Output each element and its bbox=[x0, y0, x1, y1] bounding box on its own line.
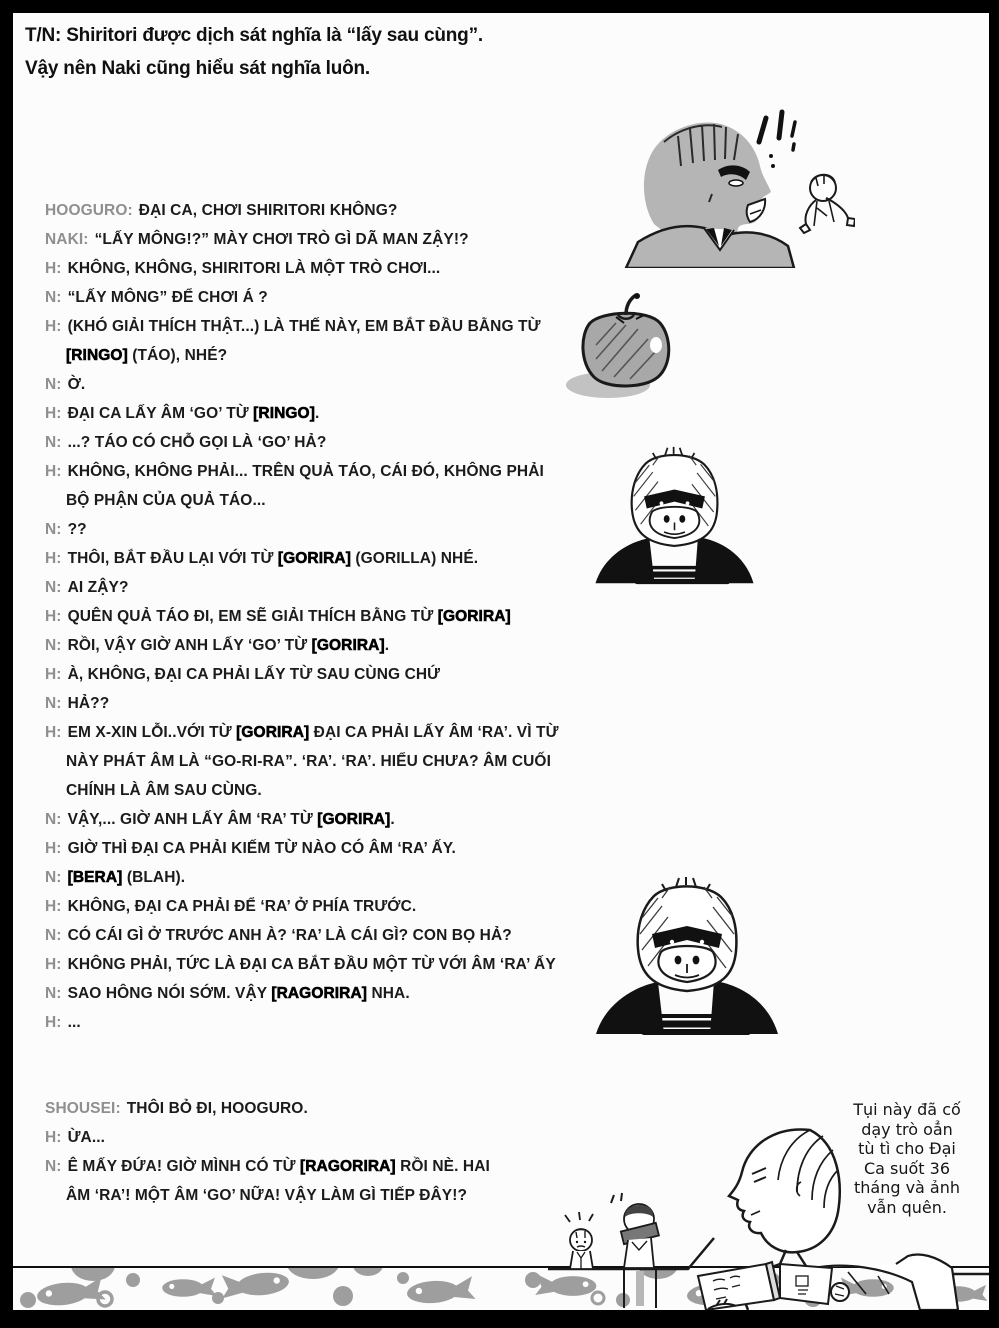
caption-line: tháng và ảnh bbox=[853, 1178, 961, 1197]
caption-line: dạy trò oẳn bbox=[861, 1119, 953, 1139]
dialogue-line: NAKI: “LẤY MÔNG!?” MÀY CHƠI TRÒ GÌ DÃ MAN ZẬY!? bbox=[45, 231, 469, 248]
dialogue-line: HOOGURO: ĐẠI CA, CHƠI SHIRITORI KHÔNG? bbox=[45, 202, 398, 219]
speaker-label: H: bbox=[45, 550, 62, 567]
speaker-label: H: bbox=[45, 463, 62, 480]
dialogue-line: N: ?? bbox=[45, 521, 87, 538]
speaker-label: N: bbox=[45, 985, 62, 1002]
dialogue-line: N: RỒI, VẬY GIỜ ANH LẤY ‘GO’ TỪ [GORIRA]. bbox=[45, 637, 390, 654]
dialogue-line: N: Ê MẤY ĐỨA! GIỜ MÌNH CÓ TỪ [RAGORIRA] RỒI NÈ. HAI bbox=[45, 1158, 490, 1175]
speaker-label: N: bbox=[45, 434, 62, 451]
gorilla-sketch-bottom bbox=[592, 876, 782, 1036]
translator-note-line2: Vậy nên Naki cũng hiểu sát nghĩa luôn. bbox=[25, 58, 371, 79]
dialogue-line: H: ... bbox=[45, 1014, 81, 1031]
margin-caption bbox=[827, 1100, 987, 1217]
dialogue-line: H: KHÔNG, KHÔNG PHẢI... TRÊN QUẢ TÁO, CÁI ĐÓ, KHÔNG PHẢI bbox=[45, 463, 544, 480]
dialogue-script-main bbox=[45, 196, 559, 1037]
translator-note-line1: T/N: Shiritori được dịch sát nghĩa là “lấy sau cùng”. bbox=[25, 25, 483, 46]
speaker-label: H: bbox=[45, 405, 62, 422]
speaker-label: H: bbox=[45, 666, 62, 683]
dialogue-line: BỘ PHẬN CỦA QUẢ TÁO... bbox=[66, 492, 266, 509]
speaker-label: H: bbox=[45, 318, 62, 335]
dialogue-line: H: THÔI, BẮT ĐẦU LẠI VỚI TỪ [GORIRA] (GORILLA) NHÉ. bbox=[45, 550, 479, 567]
chibi-pair-sketch bbox=[565, 1193, 659, 1269]
dialogue-line: N: “LẤY MÔNG” ĐỂ CHƠI Á ? bbox=[45, 289, 268, 306]
dialogue-line: CHÍNH LÀ ÂM SAU CÙNG. bbox=[66, 782, 262, 799]
dialogue-line: H: KHÔNG PHẢI, TỨC LÀ ĐẠI CA BẮT ĐẦU MỘT TỪ VỚI ÂM ‘RA’ ẤY bbox=[45, 956, 556, 973]
dialogue-line: [RINGO] (TÁO), NHÉ? bbox=[66, 347, 228, 364]
dialogue-line: N: HẢ?? bbox=[45, 695, 110, 712]
dialogue-line: H: GIỜ THÌ ĐẠI CA PHẢI KIẾM TỪ NÀO CÓ ÂM ‘RA’ ẤY. bbox=[45, 840, 456, 857]
dialogue-script-footer bbox=[45, 1094, 490, 1210]
caption-line: vẫn quên. bbox=[867, 1197, 947, 1217]
dialogue-line: N: [BERA] (BLAH). bbox=[45, 869, 186, 886]
speaker-label: H: bbox=[45, 1014, 62, 1031]
dialogue-line: H: (KHÓ GIẢI THÍCH THẬT...) LÀ THẾ NÀY, EM BẮT ĐẦU BẰNG TỪ bbox=[45, 318, 541, 335]
speaker-label: N: bbox=[45, 1158, 62, 1175]
dialogue-line: H: ỪA... bbox=[45, 1129, 106, 1146]
page-content bbox=[13, 13, 989, 1310]
translator-note bbox=[25, 19, 483, 85]
dialogue-line: NÀY PHÁT ÂM LÀ “GO-RI-RA”. ‘RA’. ‘RA’. HIỂU CHƯA? ÂM CUỐI bbox=[66, 753, 551, 770]
speaker-label: H: bbox=[45, 956, 62, 973]
dialogue-line: H: KHÔNG, ĐẠI CA PHẢI ĐỂ ‘RA’ Ở PHÍA TRƯỚC. bbox=[45, 898, 417, 915]
caption-line: tù tì cho Đại bbox=[858, 1139, 956, 1158]
speaker-label: H: bbox=[45, 260, 62, 277]
speaker-label: HOOGURO: bbox=[45, 202, 133, 219]
speaker-label: H: bbox=[45, 608, 62, 625]
dialogue-line: SHOUSEI: THÔI BỎ ĐI, HOOGURO. bbox=[45, 1100, 308, 1117]
speaker-label: NAKI: bbox=[45, 231, 89, 248]
speaker-label: N: bbox=[45, 811, 62, 828]
dialogue-line: H: QUÊN QUẢ TÁO ĐI, EM SẼ GIẢI THÍCH BẰNG TỪ [GORIRA] bbox=[45, 608, 511, 625]
naki-startled-sketch bbox=[620, 108, 855, 268]
hooguro-chibi-sketch bbox=[800, 175, 855, 234]
speaker-label: SHOUSEI: bbox=[45, 1100, 121, 1117]
speaker-label: N: bbox=[45, 869, 62, 886]
speaker-label: N: bbox=[45, 521, 62, 538]
speaker-label: H: bbox=[45, 724, 62, 741]
speaker-label: H: bbox=[45, 898, 62, 915]
gorilla-sketch-top bbox=[592, 443, 757, 588]
dialogue-line: N: VẬY,... GIỜ ANH LẤY ÂM ‘RA’ TỪ [GORIRA]. bbox=[45, 811, 395, 828]
dialogue-line: N: ...? TÁO CÓ CHỖ GỌI LÀ ‘GO’ HẢ? bbox=[45, 434, 327, 451]
dialogue-line: ÂM ‘RA’! MỘT ÂM ‘GO’ NỮA! VẬY LÀM GÌ TIẾP ĐÂY!? bbox=[66, 1187, 468, 1204]
speaker-label: H: bbox=[45, 1129, 62, 1146]
dialogue-line: N: Ờ. bbox=[45, 376, 86, 393]
caption-line: Ca suốt 36 bbox=[863, 1158, 951, 1178]
dialogue-line: N: SAO HÔNG NÓI SỚM. VẬY [RAGORIRA] NHA. bbox=[45, 985, 410, 1002]
speaker-label: N: bbox=[45, 695, 62, 712]
dialogue-line: N: AI ZẬY? bbox=[45, 579, 129, 596]
naki-head bbox=[644, 122, 771, 242]
speaker-label: N: bbox=[45, 376, 62, 393]
speaker-label: N: bbox=[45, 927, 62, 944]
caption-line: Tụi này đã cố bbox=[853, 1100, 961, 1119]
dialogue-line: H: ĐẠI CA LẤY ÂM ‘GO’ TỪ [RINGO]. bbox=[45, 405, 320, 422]
speaker-label: N: bbox=[45, 579, 62, 596]
dialogue-line: H: EM X-XIN LỖI..VỚI TỪ [GORIRA] ĐẠI CA PHẢI LẤY ÂM ‘RA’. VÌ TỪ bbox=[45, 724, 559, 741]
speaker-label: H: bbox=[45, 840, 62, 857]
speaker-label: N: bbox=[45, 289, 62, 306]
dialogue-line: H: KHÔNG, KHÔNG, SHIRITORI LÀ MỘT TRÒ CHƠI... bbox=[45, 260, 441, 277]
apple-sketch bbox=[560, 293, 690, 403]
dialogue-line: H: À, KHÔNG, ĐẠI CA PHẢI LẤY TỪ SAU CÙNG CHỨ bbox=[45, 666, 441, 683]
dialogue-line: N: CÓ CÁI GÌ Ở TRƯỚC ANH À? ‘RA’ LÀ CÁI GÌ? CON BỌ HẢ? bbox=[45, 927, 512, 944]
speaker-label: N: bbox=[45, 637, 62, 654]
